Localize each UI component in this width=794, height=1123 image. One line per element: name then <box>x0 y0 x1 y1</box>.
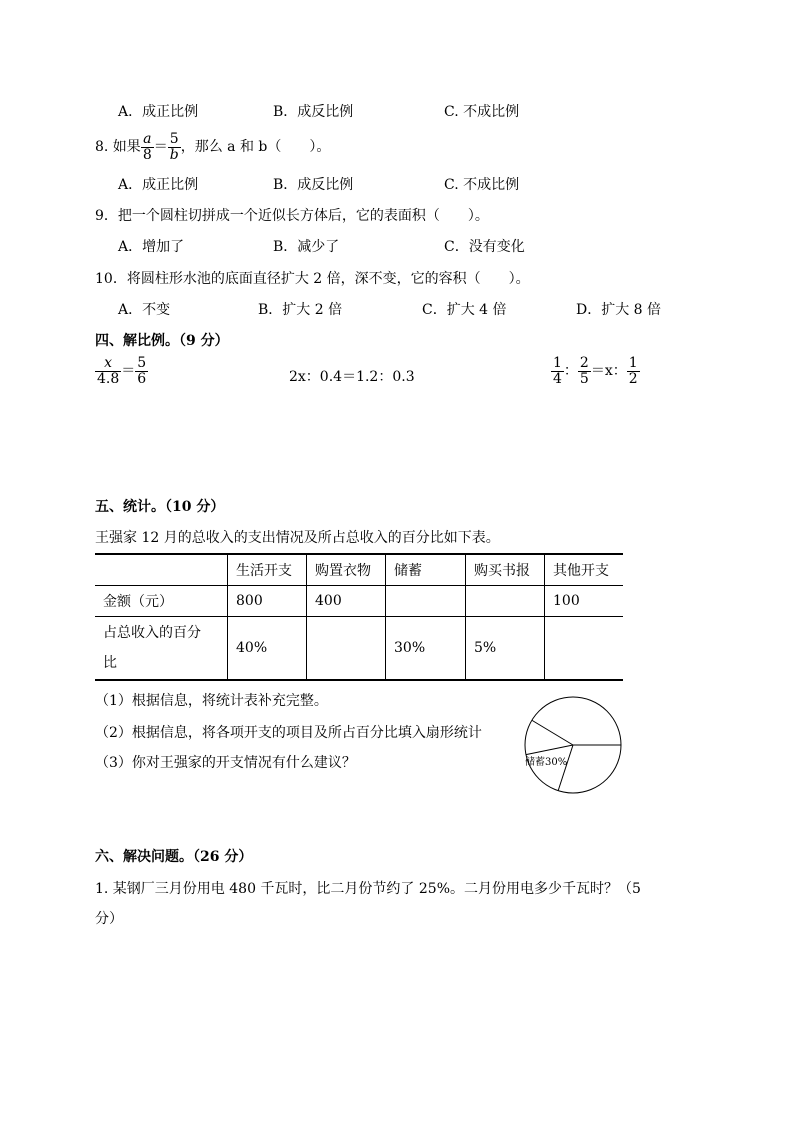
pie-label-savings: 储蓄30% <box>525 757 568 768</box>
q9-option-a: A．增加了 <box>118 239 185 255</box>
section-5-q3: （3）你对王强家的开支情况有什么建议？ <box>95 755 356 771</box>
table-cell: 金额（元） <box>95 586 228 617</box>
proportion-equation-3 <box>551 356 640 386</box>
table-cell <box>545 617 624 681</box>
table-row <box>95 617 623 681</box>
q10-option-b: B．扩大 2 倍 <box>258 302 343 318</box>
percent-label-line-1: 占总收入的百分 <box>103 625 201 641</box>
question-8 <box>95 132 330 162</box>
table-cell: 800 <box>228 586 307 617</box>
table-cell <box>307 617 386 681</box>
q8-option-a: A．成正比例 <box>118 177 199 193</box>
eq1-left-numerator: x <box>95 356 121 372</box>
eq3-fraction-1-2 <box>627 356 640 386</box>
table-header-cell: 生活开支 <box>228 554 307 586</box>
table-cell-percent-label <box>95 617 228 681</box>
eq1-equals: ＝ <box>121 363 136 380</box>
table-row <box>95 586 623 617</box>
q8-equals: ＝ <box>153 139 168 156</box>
section-5-title: 五、统计。（10 分） <box>95 499 225 515</box>
q8-prefix: 8. 如果 <box>95 139 141 156</box>
q8-option-b: B．成反比例 <box>273 177 354 193</box>
q8-frac2-numerator: 5 <box>168 132 181 148</box>
q7-option-a: A．成正比例 <box>118 104 199 120</box>
pie-slice-line <box>526 745 573 755</box>
q8-fraction-a-8 <box>141 132 154 162</box>
eq3-a-denominator: 4 <box>553 370 562 387</box>
section-5-q2: （2）根据信息，将各项开支的项目及所占百分比填入扇形统计 <box>95 725 482 741</box>
question-10: 10．将圆柱形水池的底面直径扩大 2 倍，深不变，它的容积（ ）。 <box>95 271 530 287</box>
eq3-colon: ： <box>563 363 578 380</box>
q9-option-c: C．没有变化 <box>444 239 525 255</box>
q10-option-d: D．扩大 8 倍 <box>576 302 662 318</box>
table-header-cell: 购买书报 <box>466 554 545 586</box>
eq3-c-denominator: 2 <box>628 370 638 387</box>
eq3-c-numerator: 1 <box>628 355 638 371</box>
percent-label-line-2: 比 <box>103 655 117 671</box>
eq3-fraction-2-5 <box>578 356 591 386</box>
statistics-table <box>95 553 623 681</box>
q8-suffix: ，那么 a 和 b（ ）。 <box>180 139 331 156</box>
table-header-empty <box>95 554 228 586</box>
eq3-middle: ＝x： <box>590 363 627 380</box>
table-header-row <box>95 554 623 586</box>
eq3-a-numerator: 1 <box>553 355 562 371</box>
table-cell: 40% <box>228 617 307 681</box>
table-cell: 30% <box>386 617 466 681</box>
q8-frac2-denominator: b <box>169 146 179 163</box>
q10-option-a: A．不变 <box>118 302 171 318</box>
q7-option-b: B．成反比例 <box>273 104 354 120</box>
q8-option-c: C. 不成比例 <box>444 177 520 193</box>
eq1-right-numerator: 5 <box>137 355 147 371</box>
section-5-intro: 王强家 12 月的总收入的支出情况及所占总收入的百分比如下表。 <box>95 530 500 546</box>
pie-chart <box>520 694 630 794</box>
table-header-cell: 购置衣物 <box>307 554 386 586</box>
q9-option-b: B．减少了 <box>273 239 340 255</box>
q10-option-c: C．扩大 4 倍 <box>422 302 507 318</box>
eq3-fraction-1-4 <box>551 356 564 386</box>
eq1-left-fraction <box>95 356 121 386</box>
table-cell <box>386 586 466 617</box>
section-6-q1-line-1: 1. 某钢厂三月份用电 480 千瓦时，比二月份节约了 25%。二月份用电多少千瓦时？（5 <box>95 881 641 897</box>
question-9: 9．把一个圆柱切拼成一个近似长方体后，它的表面积（ ）。 <box>95 208 489 224</box>
table-cell <box>466 586 545 617</box>
section-5-q1: （1）根据信息，将统计表补充完整。 <box>95 693 328 709</box>
table-header-cell: 其他开支 <box>545 554 624 586</box>
q7-option-c: C. 不成比例 <box>444 104 520 120</box>
proportion-equation-1 <box>95 356 148 386</box>
eq1-right-fraction <box>135 356 148 386</box>
table-header-cell: 储蓄 <box>386 554 466 586</box>
section-6-q1-line-2: 分） <box>95 911 123 927</box>
section-4-title: 四、解比例。（9 分） <box>95 333 229 349</box>
table-cell: 100 <box>545 586 624 617</box>
table-cell: 5% <box>466 617 545 681</box>
eq1-left-denominator: 4.8 <box>97 370 120 387</box>
q8-frac1-numerator: a <box>141 132 154 148</box>
eq3-b-denominator: 5 <box>579 370 589 387</box>
q8-frac1-denominator: 8 <box>142 146 152 163</box>
eq1-right-denominator: 6 <box>137 370 147 387</box>
table-cell: 400 <box>307 586 386 617</box>
proportion-equation-2: 2x：0.4＝1.2：0.3 <box>289 369 415 385</box>
pie-slice-line <box>532 720 573 745</box>
section-6-title: 六、解决问题。（26 分） <box>95 849 253 865</box>
q8-fraction-5-b <box>168 132 181 162</box>
eq3-b-numerator: 2 <box>579 355 589 371</box>
